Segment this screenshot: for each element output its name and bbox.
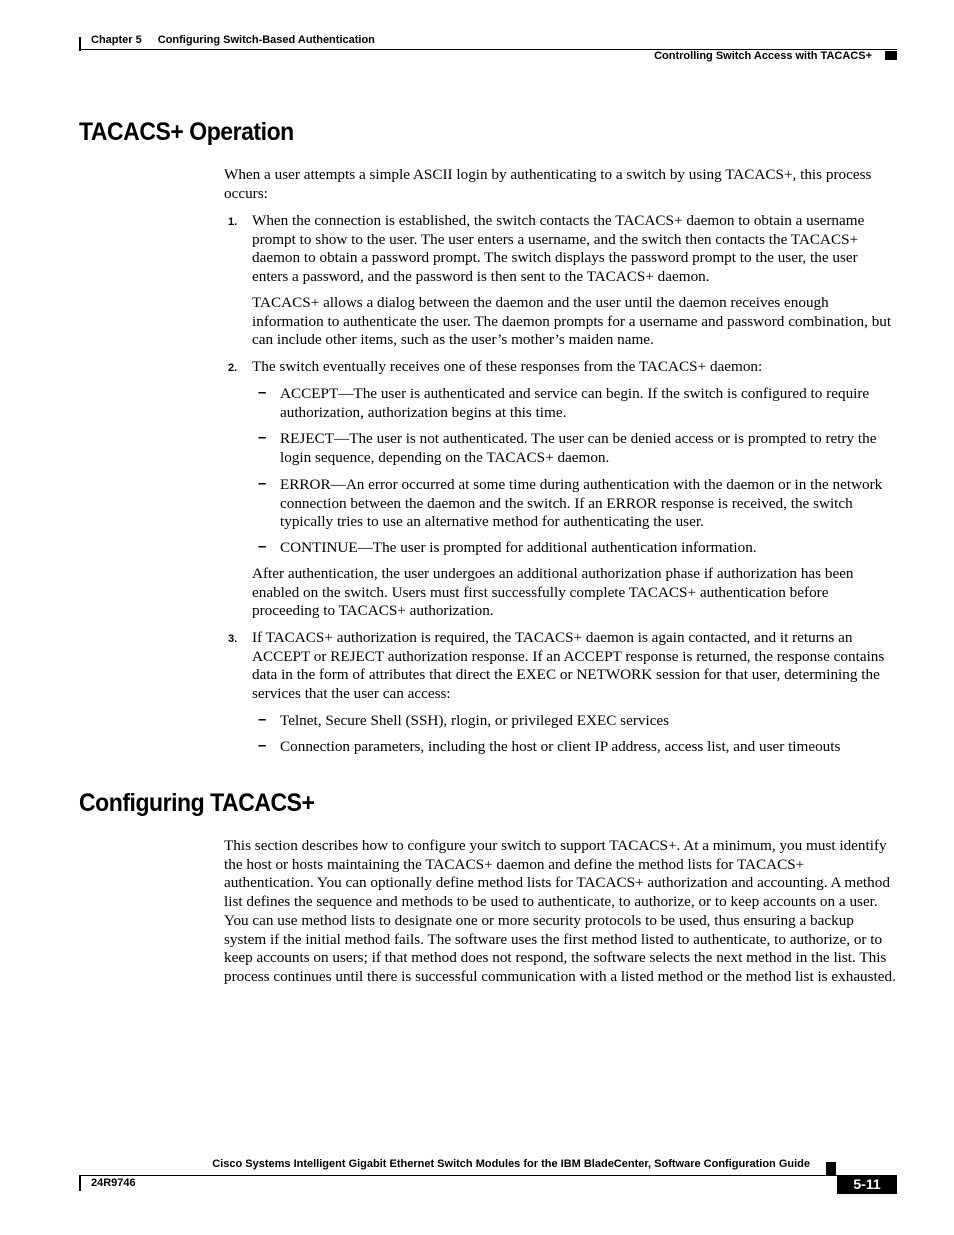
header-chapter [91, 34, 375, 46]
step-3-text: If TACACS+ authorization is required, the TACACS+ daemon is again contacted, and it returns an ACCEPT or REJECT authorization response. If an ACCEPT response is returned, the response contains data in the form of attributes that direct the EXEC or NETWORK session for that user, determining the services that the user can access: [252, 629, 885, 703]
step-2-after: After authentication, the user undergoes an additional authorization phase if authorization has been enabled on the switch. Users must first successfully complete TACACS+ authentication before proceeding to TACACS+ authorization. [252, 565, 854, 620]
bullet-dash: – [258, 475, 267, 492]
bullet-dash: – [258, 538, 267, 555]
heading-tacacs-operation: TACACS+ Operation [79, 118, 294, 146]
bullet-dash: – [258, 384, 267, 401]
step-2-bullet-continue: CONTINUE—The user is prompted for additional authentication information. [280, 539, 757, 556]
bullet-dash: – [258, 429, 267, 446]
operation-intro: When a user attempts a simple ASCII login by authenticating to a switch by using TACACS+, this process occurs: [224, 166, 872, 202]
footer-marker-block [826, 1162, 836, 1175]
chapter-title: Configuring Switch-Based Authentication [157, 34, 375, 46]
step-number-2: 2. [228, 362, 238, 374]
step-3-bullet-connection: Connection parameters, including the host or client IP address, access list, and user timeouts [280, 738, 841, 755]
step-2-bullet-error: ERROR—An error occurred at some time during authentication with the daemon or in the network connection between the daemon and the switch. If an ERROR response is received, the switch typically tries to use an alternative method for authenticating the user. [280, 476, 883, 531]
configuring-body: This section describes how to configure your switch to support TACACS+. At a minimum, you must identify the host or hosts maintaining the TACACS+ daemon and define the method lists for TACACS+ authentication. You can optionally define method lists for TACACS+ authorization and accounting. A method list defines the sequence and methods to be used to authenticate, to authorize, or to keep accounts on a user. You can use method lists to designate one or more security protocols to be used, thus ensuring a backup system if the initial method fails. The software uses the first method listed to authenticate, to authorize, or to keep accounts on users; if that method does not respond, the software selects the next method in the list. This process continues until there is successful communication with a listed method or the method list is exhausted. [224, 837, 896, 985]
header-marker-block [885, 51, 897, 60]
step-number-1: 1. [228, 216, 238, 228]
bullet-dash: – [258, 737, 267, 754]
bullet-dash: – [258, 711, 267, 728]
footer-page-number: 5-11 [837, 1175, 897, 1194]
step-1-note: TACACS+ allows a dialog between the daemon and the user until the daemon receives enough information to authenticate the user. The daemon prompts for a username and password combination, but can include other items, such as the user’s mother’s maiden name. [252, 294, 892, 349]
footer-guide-title: Cisco Systems Intelligent Gigabit Ethernet Switch Modules for the IBM BladeCenter, Software Configuration Guide [212, 1158, 810, 1170]
footer-rule-vertical [79, 1176, 81, 1191]
chapter-label: Chapter 5 [91, 34, 142, 46]
heading-configuring-tacacs: Configuring TACACS+ [79, 789, 315, 817]
step-2-bullet-accept: ACCEPT—The user is authenticated and service can begin. If the switch is configured to require authorization, authorization begins at this time. [280, 385, 870, 421]
step-1-text: When the connection is established, the switch contacts the TACACS+ daemon to obtain a username prompt to show to the user. The user enters a username, and the switch then contacts the TACACS+ daemon to obtain a password prompt. The switch displays the password prompt to the user, the user enters a password, and the password is then sent to the TACACS+ daemon. [252, 212, 865, 286]
footer-rule-horizontal [79, 1175, 897, 1176]
header-section-title: Controlling Switch Access with TACACS+ [654, 50, 872, 62]
step-2-text: The switch eventually receives one of these responses from the TACACS+ daemon: [252, 358, 763, 375]
step-number-3: 3. [228, 633, 238, 645]
step-3-bullet-services: Telnet, Secure Shell (SSH), rlogin, or privileged EXEC services [280, 712, 670, 729]
step-2-bullet-reject: REJECT—The user is not authenticated. The user can be denied access or is prompted to retry the login sequence, depending on the TACACS+ daemon. [280, 430, 877, 466]
footer-doc-number: 24R9746 [91, 1177, 136, 1189]
